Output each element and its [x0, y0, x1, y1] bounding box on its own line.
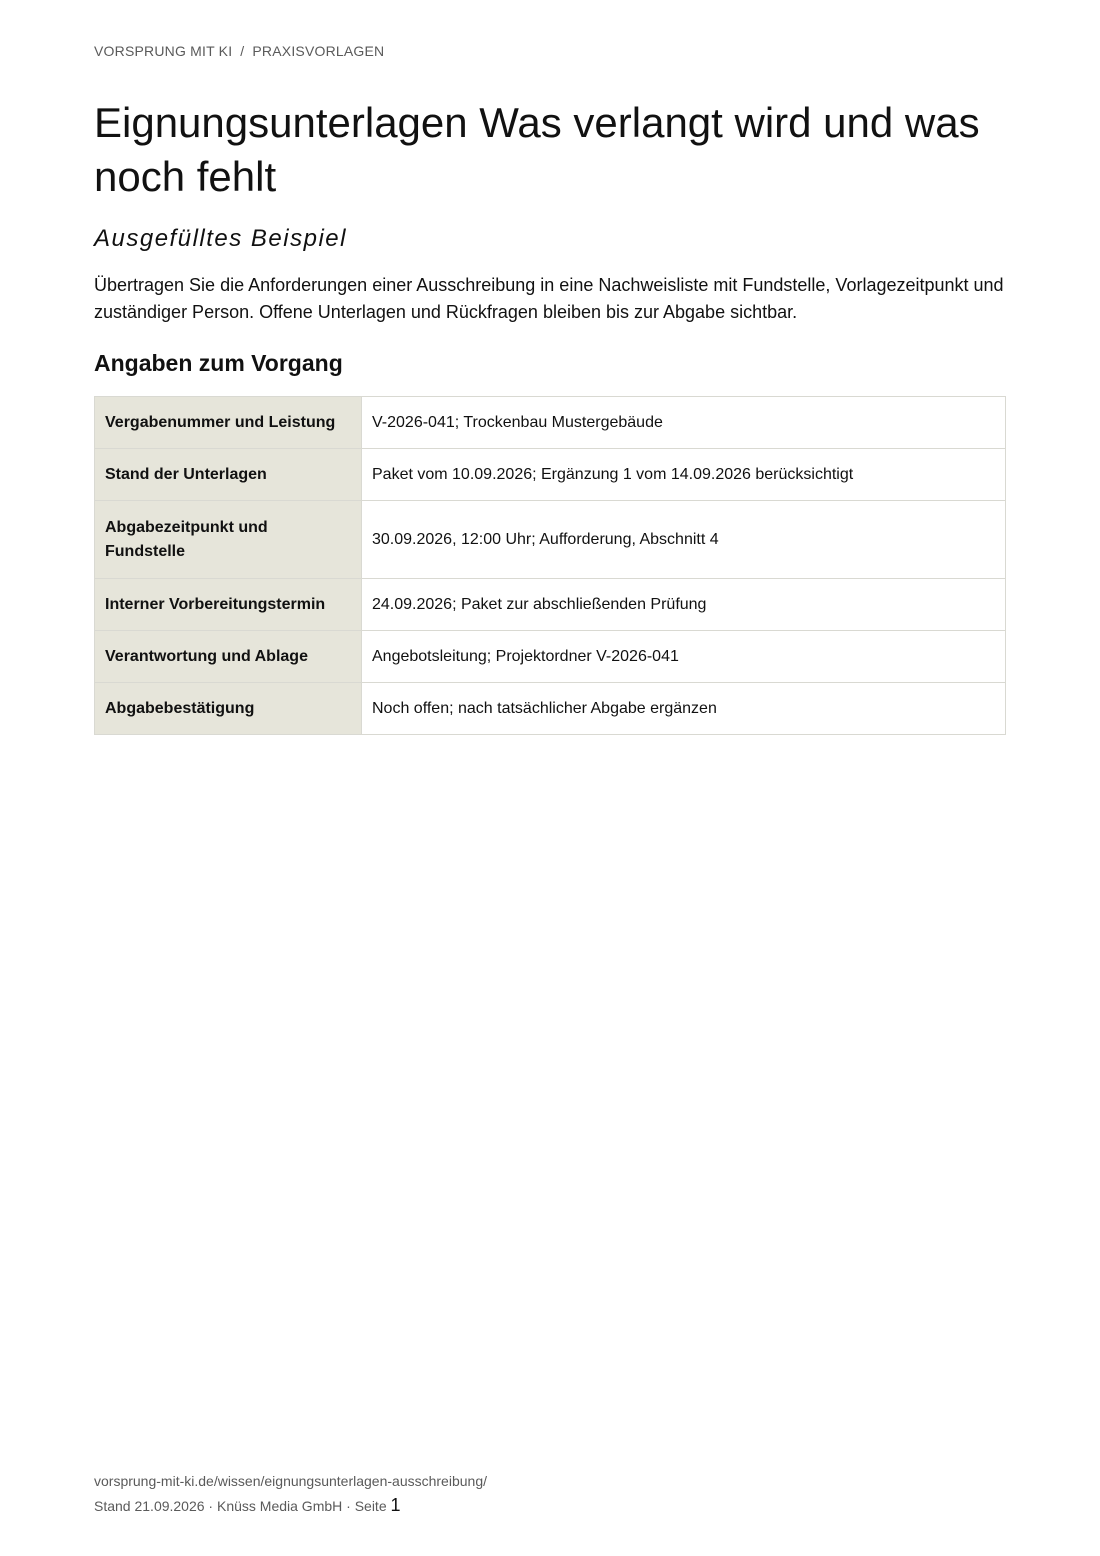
page-number: 1 [390, 1495, 401, 1515]
intro-paragraph: Übertragen Sie die Anforderungen einer Ausschreibung in eine Nachweisliste mit Fundstelle, Vorlagezeitpunkt und zuständiger Person. Offene Unterlagen und Rückfragen bleiben bis zur Abgabe sichtbar. [94, 275, 1004, 322]
footer-meta-text: Stand 21.09.2026 · Knüss Media GmbH · Seite [94, 1498, 387, 1514]
breadcrumb-separator: / [240, 43, 245, 59]
row-value: Noch offen; nach tatsächlicher Abgabe ergänzen [362, 683, 1006, 735]
procedure-info-table [94, 396, 1006, 735]
breadcrumb-item-section[interactable]: PRAXISVORLAGEN [252, 43, 385, 59]
table-row [95, 449, 1006, 501]
table-row [95, 397, 1006, 449]
footer-meta [94, 1493, 487, 1518]
footer-url[interactable]: vorsprung-mit-ki.de/wissen/eignungsunterlagen-ausschreibung/ [94, 1473, 487, 1489]
table-row [95, 579, 1006, 631]
row-value: 30.09.2026, 12:00 Uhr; Aufforderung, Abschnitt 4 [362, 501, 1006, 579]
breadcrumb [94, 43, 384, 59]
page-subtitle: Ausgefülltes Beispiel [94, 225, 347, 252]
row-label: Abgabebestätigung [95, 683, 362, 735]
row-label: Vergabenummer und Leistung [95, 397, 362, 449]
page-footer [94, 1469, 487, 1518]
table-row [95, 501, 1006, 579]
section-heading: Angaben zum Vorgang [94, 350, 343, 376]
page-title: Eignungsunterlagen Was verlangt wird und was noch fehlt [94, 99, 980, 200]
row-value: Paket vom 10.09.2026; Ergänzung 1 vom 14.09.2026 berücksichtigt [362, 449, 1006, 501]
table-row [95, 683, 1006, 735]
row-value: V-2026-041; Trockenbau Mustergebäude [362, 397, 1006, 449]
document-page [94, 0, 1006, 1556]
table-row [95, 631, 1006, 683]
row-value: 24.09.2026; Paket zur abschließenden Prüfung [362, 579, 1006, 631]
row-label: Stand der Unterlagen [95, 449, 362, 501]
row-label: Interner Vorbereitungstermin [95, 579, 362, 631]
breadcrumb-item-site[interactable]: VORSPRUNG MIT KI [94, 43, 233, 59]
row-label: Verantwortung und Ablage [95, 631, 362, 683]
row-label: Abgabezeitpunkt und Fundstelle [95, 501, 362, 579]
row-value: Angebotsleitung; Projektordner V-2026-041 [362, 631, 1006, 683]
